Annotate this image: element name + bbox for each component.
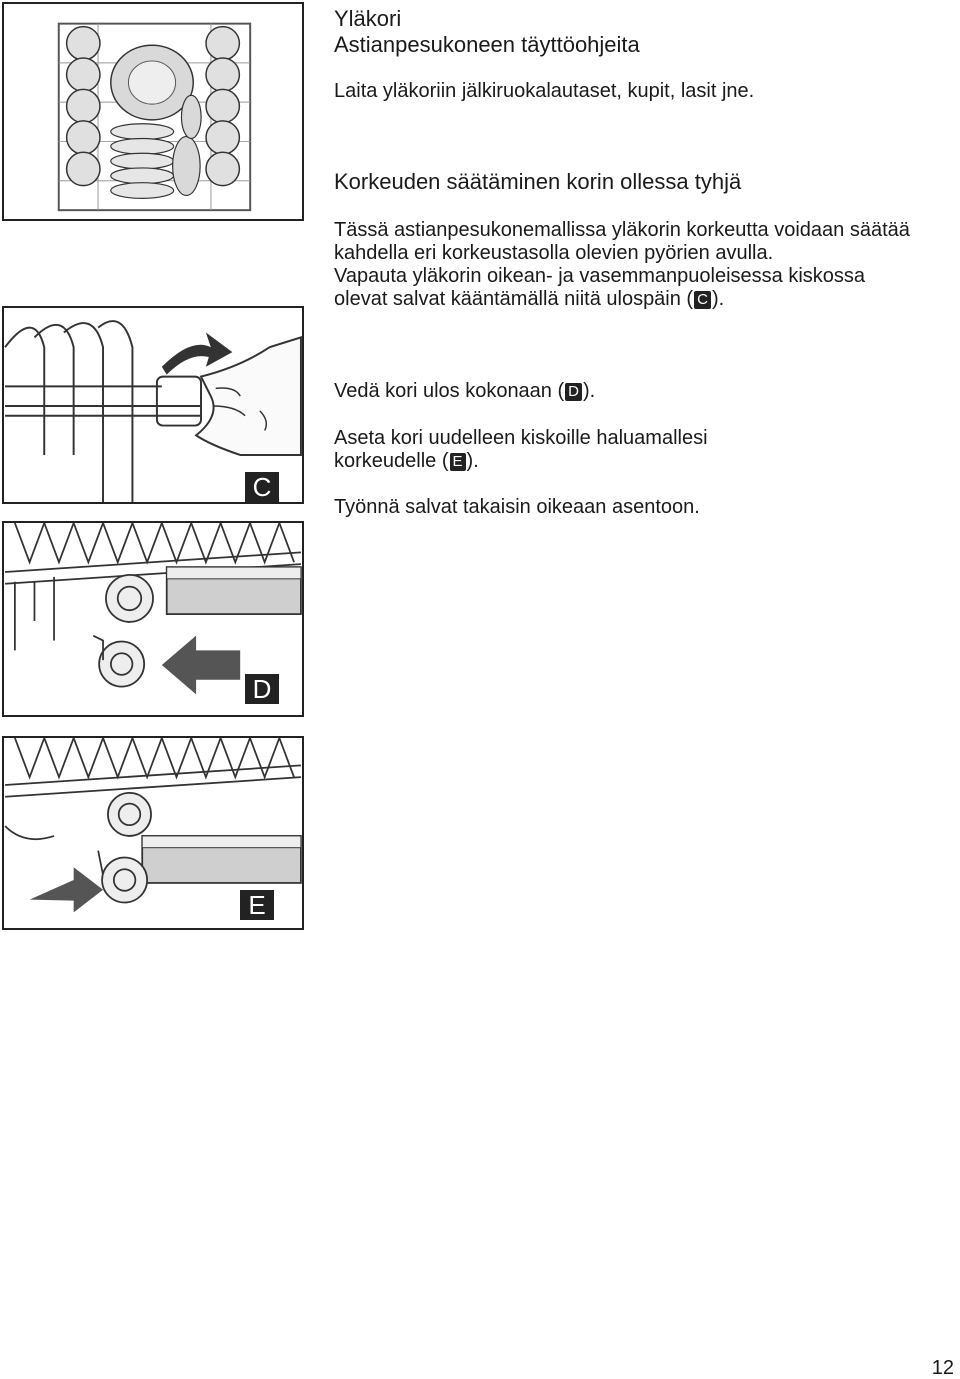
figure-ref-c: C	[694, 291, 711, 309]
basket-illustration	[4, 4, 302, 219]
figure-ref-e: E	[450, 453, 466, 471]
intro-text: Laita yläkoriin jälkiruokalautaset, kupit, lasit jne.	[334, 80, 755, 102]
figure-label-e: E	[240, 890, 274, 920]
step-pull-suffix: ).	[583, 380, 596, 402]
figure-ref-d: D	[565, 383, 582, 401]
step-reinsert-prefix: Aseta kori uudelleen kiskoille haluamallesi korkeudelle (	[334, 427, 708, 472]
adjust-paragraph-2	[334, 265, 914, 311]
figure-pull-basket-out	[2, 521, 304, 717]
adjust-heading: Korkeuden säätäminen korin ollessa tyhjä	[334, 169, 742, 194]
step-reinsert-suffix: ).	[466, 450, 479, 472]
step-pull	[334, 380, 944, 403]
figure-loaded-upper-basket	[2, 2, 304, 221]
figure-label-d: D	[245, 674, 279, 704]
adjust-paragraph-1: Tässä astianpesukonemallissa yläkorin korkeutta voidaan säätää kahdella eri korkeustasolla olevien pyörien avulla.	[334, 219, 910, 264]
step-reinsert	[334, 427, 784, 473]
figure-release-latch	[2, 306, 304, 504]
p2-suffix: ).	[711, 288, 725, 310]
p2-prefix: Vapauta yläkorin oikean- ja vasemmanpuoleisessa kiskossa olevat salvat kääntämällä niitä ulospäin (	[334, 265, 866, 310]
step-push: Työnnä salvat takaisin oikeaan asentoon.	[334, 496, 700, 518]
page-number: 12	[931, 1357, 954, 1379]
section-title: Yläkori	[334, 6, 402, 31]
step-pull-prefix: Vedä kori ulos kokonaan (	[334, 380, 565, 402]
figure-reinsert-basket	[2, 736, 304, 930]
section-subtitle: Astianpesukoneen täyttöohjeita	[334, 32, 640, 57]
figure-label-c: C	[245, 472, 279, 502]
